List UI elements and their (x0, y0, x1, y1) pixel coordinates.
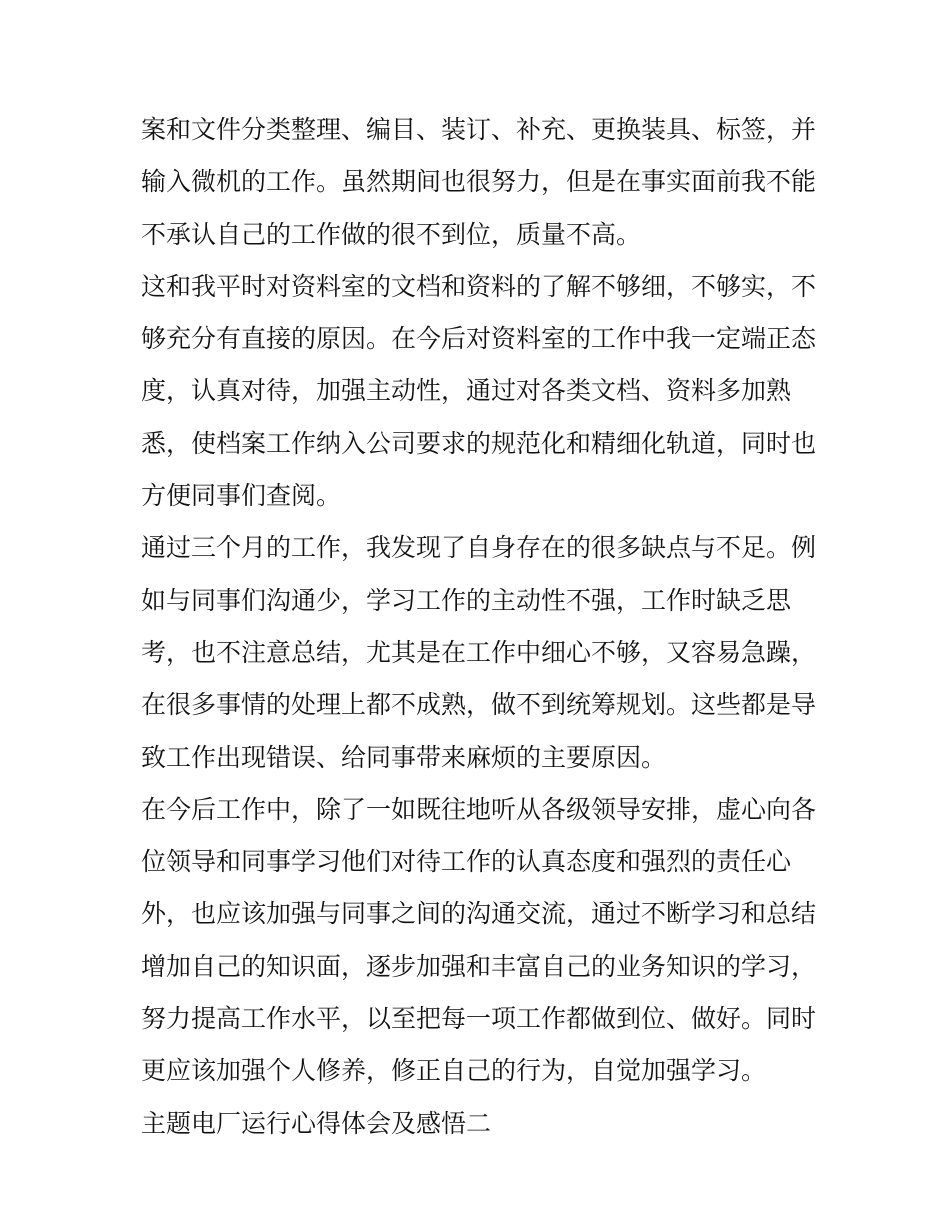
text-line: 在今后工作中，除了一如既往地听从各级领导安排，虚心向各 (141, 794, 817, 824)
text-line: 外，也应该加强与同事之间的沟通交流，通过不断学习和总结 (141, 899, 817, 929)
text-line: 不承认自己的工作做的很不到位，质量不高。 (141, 219, 642, 249)
text-line: 够充分有直接的原因。在今后对资料室的工作中我一定端正态 (141, 324, 817, 354)
text-line: 悉，使档案工作纳入公司要求的规范化和精细化轨道，同时也 (141, 428, 817, 458)
text-line: 致工作出现错误、给同事带来麻烦的主要原因。 (141, 742, 667, 772)
text-line: 输入微机的工作。虽然期间也很努力，但是在事实面前我不能 (141, 167, 817, 197)
section-heading (141, 1098, 816, 1150)
text-line: 考，也不注意总结，尤其是在工作中细心不够，又容易急躁， (141, 637, 817, 667)
paragraph-future-plans (141, 784, 816, 1098)
text-line: 度，认真对待，加强主动性，通过对各类文档、资料多加熟 (141, 376, 792, 406)
document-body (141, 104, 816, 1150)
text-line: 在很多事情的处理上都不成熟，做不到统筹规划。这些都是导 (141, 690, 817, 720)
text-line: 通过三个月的工作，我发现了自身存在的很多缺点与不足。例 (141, 533, 817, 563)
text-line: 这和我平时对资料室的文档和资料的了解不够细，不够实，不 (141, 271, 817, 301)
heading-line: 主题电厂运行心得体会及感悟二 (141, 1108, 492, 1138)
text-line: 努力提高工作水平，以至把每一项工作都做到位、做好。同时 (141, 1004, 817, 1034)
text-line: 位领导和同事学习他们对待工作的认真态度和强烈的责任心 (141, 847, 792, 877)
text-line: 如与同事们沟通少，学习工作的主动性不强，工作时缺乏思 (141, 585, 792, 615)
paragraph-reason (141, 261, 816, 522)
text-line: 更应该加强个人修养，修正自己的行为，自觉加强学习。 (141, 1056, 767, 1086)
paragraph-archive-work (141, 104, 816, 261)
text-line: 方便同事们查阅。 (141, 481, 342, 511)
text-line: 增加自己的知识面，逐步加强和丰富自己的业务知识的学习， (141, 951, 817, 981)
text-line: 案和文件分类整理、编目、装订、补充、更换装具、标签，并 (141, 115, 817, 144)
paragraph-shortcomings (141, 522, 816, 783)
